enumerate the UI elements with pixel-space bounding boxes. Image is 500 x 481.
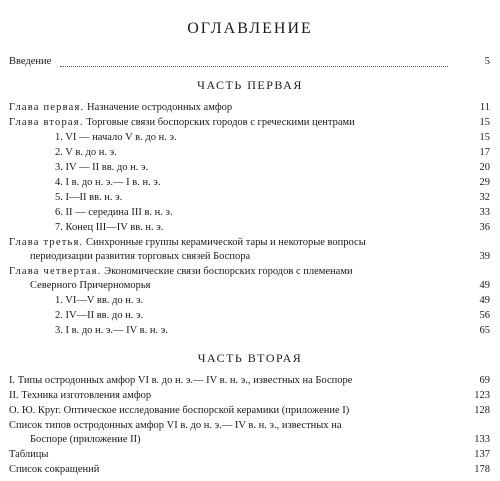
- subsection-item: 3. IV — II вв. до н. э.: [55, 162, 149, 173]
- chapter-3-page: 39: [479, 251, 490, 262]
- chapter-prefix: Глава четвертая.: [9, 266, 102, 277]
- subsection-page: 15: [479, 132, 490, 143]
- subsection-page: 17: [479, 147, 490, 158]
- abbreviations-entry: Список сокращений: [9, 464, 100, 475]
- subsection-item: 3. I в. до н. э.— IV в. н. э.: [55, 325, 168, 336]
- appendix-page: 69: [479, 375, 490, 386]
- subsection-item: 4. I в. до н. э.— I в. н. э.: [55, 177, 161, 188]
- chapter-4-title: [9, 266, 353, 278]
- chapter-prefix: Глава первая.: [9, 102, 85, 113]
- tables-page: 137: [474, 449, 490, 460]
- chapter-text: Синхронные группы керамической тары и некоторые вопросы: [85, 237, 366, 248]
- abbreviations-page: 178: [474, 464, 490, 475]
- subsection-item: 5. I—II вв. н. э.: [55, 192, 123, 203]
- part-one-heading: ЧАСТЬ ПЕРВАЯ: [197, 78, 303, 92]
- leader-dots: [60, 66, 448, 67]
- tables-entry: Таблицы: [9, 449, 49, 460]
- subsection-page: 65: [479, 325, 490, 336]
- chapter-3-title: [9, 237, 366, 249]
- chapter-4-title-cont: Северного Причерноморья: [30, 280, 151, 291]
- subsection-item: 1. VI — начало V в. до н. э.: [55, 132, 177, 143]
- appendix-entry: II. Техника изготовления амфор: [9, 390, 152, 401]
- chapter-text: Назначение остродонных амфор: [86, 102, 233, 113]
- subsection-item: 1. VI—V вв. до н. э.: [55, 295, 144, 306]
- subsection-page: 32: [479, 192, 490, 203]
- chapter-text: Экономические связи боспорских городов с племенами: [104, 266, 353, 277]
- subsection-page: 33: [479, 207, 490, 218]
- appendix-entry: О. Ю. Круг. Оптическое исследование боспорской керамики (приложение I): [9, 405, 350, 416]
- appendix-entry: I. Типы остродонных амфор VI в. до н. э.— IV в. н. э., известных на Боспоре: [9, 375, 353, 386]
- part-two-heading: ЧАСТЬ ВТОРАЯ: [197, 351, 303, 365]
- subsection-item: 6. II — середина III в. н. э.: [55, 207, 173, 218]
- chapter-2-page: 15: [479, 117, 490, 128]
- chapter-4-page: 49: [479, 280, 490, 291]
- chapter-1-title: [9, 102, 232, 114]
- chapter-1-page: 11: [479, 102, 490, 113]
- subsection-page: 49: [479, 295, 490, 306]
- subsection-page: 20: [479, 162, 490, 173]
- appendix-page: 123: [474, 390, 490, 401]
- chapter-prefix: Глава вторая.: [9, 117, 84, 128]
- chapter-3-title-cont: периодизации развития торговых связей Боспора: [30, 251, 251, 262]
- subsection-item: 7. Конец III—IV вв. н. э.: [55, 222, 164, 233]
- subsection-item: 2. IV—II вв. до н. э.: [55, 310, 144, 321]
- list-page: 133: [474, 434, 490, 445]
- chapter-text: Торговые связи боспорских городов с греческими центрами: [86, 117, 355, 128]
- intro-label: Введение: [9, 56, 52, 67]
- subsection-page: 56: [479, 310, 490, 321]
- intro-page: 5: [484, 56, 490, 67]
- list-entry-cont: Боспоре (приложение II): [30, 434, 141, 445]
- chapter-prefix: Глава третья.: [9, 237, 84, 248]
- list-entry: Список типов остродонных амфор VI в. до н. э.— IV в. н. э., известных на: [9, 420, 342, 431]
- page-title: ОГЛАВЛЕНИЕ: [187, 20, 313, 37]
- subsection-item: 2. V в. до н. э.: [55, 147, 117, 158]
- appendix-page: 128: [474, 405, 490, 416]
- chapter-2-title: [9, 117, 355, 129]
- subsection-page: 29: [479, 177, 490, 188]
- subsection-page: 36: [479, 222, 490, 233]
